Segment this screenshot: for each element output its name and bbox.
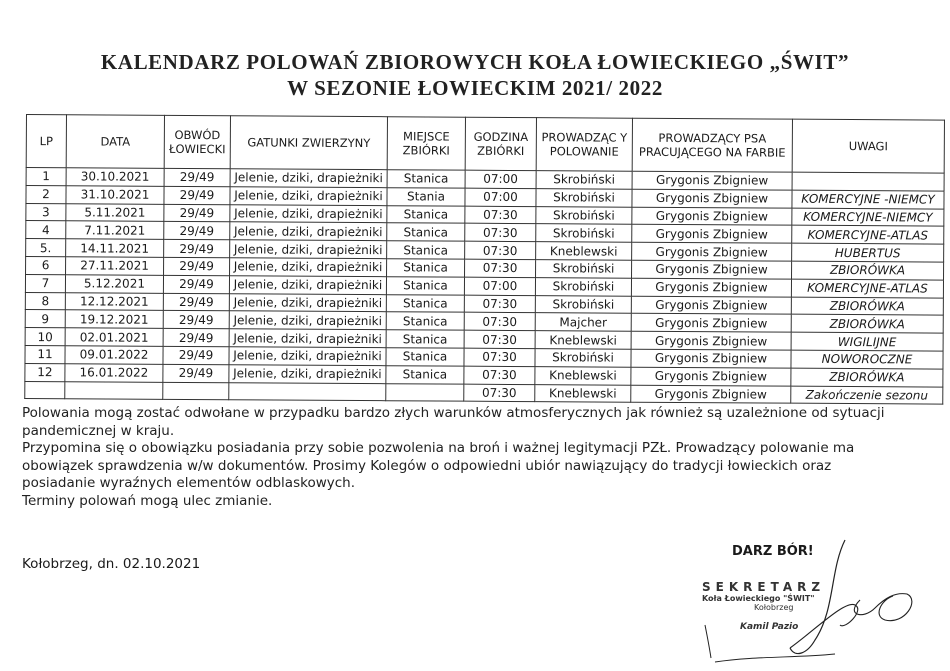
- cell-gatunki: Jelenie, dziki, drapieżniki: [229, 293, 386, 312]
- cell-uwagi: WIGILIJNE: [791, 332, 943, 351]
- cell-lp: 7: [25, 274, 65, 292]
- cell-lp: 11: [25, 345, 65, 363]
- cell-data: 30.10.2021: [66, 168, 164, 186]
- column-header-prowadzacy: PROWADZĄC Y POLOWANIE: [536, 118, 632, 172]
- cell-psa: Grygonis Zbigniew: [631, 385, 791, 404]
- place-date: Kołobrzeg, dn. 02.10.2021: [22, 556, 201, 572]
- cell-miejsce: Stanica: [387, 170, 465, 188]
- cell-data: 5.11.2021: [66, 203, 164, 221]
- cell-gatunki: Jelenie, dziki, drapieżniki: [230, 222, 387, 241]
- cell-gatunki: Jelenie, dziki, drapieżniki: [229, 347, 386, 366]
- column-header-godzina: GODZINA ZBIÓRKI: [465, 117, 536, 170]
- cell-prowadzacy: Skrobiński: [536, 206, 632, 224]
- darz-bor-greeting: DARZ BÓR!: [732, 544, 814, 559]
- cell-data: 12.12.2021: [65, 292, 163, 310]
- cell-miejsce: Stanica: [387, 205, 465, 223]
- note-paragraph: Terminy polowań mogą ulec zmianie.: [22, 492, 273, 509]
- cell-lp: 3: [26, 203, 66, 221]
- cell-obwod: 29/49: [163, 364, 229, 382]
- cell-gatunki: Jelenie, dziki, drapieżniki: [229, 311, 386, 330]
- cell-obwod: 29/49: [164, 240, 230, 258]
- cell-godzina: 07:30: [464, 330, 535, 348]
- cell-godzina: 07:00: [465, 170, 536, 188]
- cell-godzina: 07:30: [465, 206, 536, 224]
- cell-miejsce: Stanica: [387, 241, 465, 259]
- cell-prowadzacy: Skrobiński: [535, 277, 631, 295]
- cell-gatunki: Jelenie, dziki, drapieżniki: [230, 204, 387, 223]
- column-header-psa: PROWADZĄCY PSA PRACUJĄCEGO NA FARBIE: [632, 118, 792, 172]
- cell-prowadzacy: Skrobiński: [535, 349, 631, 367]
- cell-miejsce: Stanica: [386, 365, 464, 383]
- cell-uwagi: ZBIORÓWKA: [791, 368, 943, 387]
- cell-lp: 9: [25, 310, 65, 328]
- cell-lp: 10: [25, 328, 65, 346]
- cell-gatunki: Jelenie, dziki, drapieżniki: [229, 365, 386, 384]
- cell-godzina: 07:30: [465, 259, 536, 277]
- cell-godzina: 07:30: [464, 348, 535, 366]
- stamp-organization: Koła Łowieckiego "ŚWIT": [702, 594, 815, 603]
- cell-lp: 6: [26, 256, 66, 274]
- cell-lp: 12: [25, 363, 65, 381]
- cell-psa: Grygonis Zbigniew: [631, 278, 791, 297]
- cell-gatunki: Jelenie, dziki, drapieżniki: [229, 329, 386, 348]
- notes-section: [22, 405, 902, 511]
- cell-lp: 8: [25, 292, 65, 310]
- cell-gatunki: Jelenie, dziki, drapieżniki: [230, 258, 387, 277]
- cell-prowadzacy: Skrobiński: [535, 295, 631, 313]
- cell-uwagi: KOMERCYJNE-ATLAS: [791, 279, 943, 298]
- cell-obwod: 29/49: [164, 186, 230, 204]
- document-title: KALENDARZ POLOWAŃ ZBIOROWYCH KOŁA ŁOWIECKIEGO „ŚWIT”: [100, 50, 850, 74]
- cell-uwagi: [792, 172, 944, 191]
- cell-obwod: 29/49: [163, 329, 229, 347]
- cell-psa: Grygonis Zbigniew: [631, 349, 791, 368]
- cell-gatunki: Jelenie, dziki, drapieżniki: [230, 240, 387, 259]
- cell-data: 5.12.2021: [65, 275, 163, 293]
- cell-prowadzacy: Skrobiński: [536, 188, 632, 206]
- cell-psa: Grygonis Zbigniew: [632, 260, 792, 279]
- cell-godzina: 07:30: [465, 241, 536, 259]
- cell-psa: Grygonis Zbigniew: [632, 171, 792, 190]
- cell-godzina: 07:30: [464, 313, 535, 331]
- cell-godzina: 07:00: [465, 188, 536, 206]
- cell-lp: 1: [26, 168, 66, 186]
- cell-uwagi: ZBIORÓWKA: [791, 297, 943, 316]
- cell-psa: Grygonis Zbigniew: [632, 225, 792, 244]
- cell-uwagi: ZBIORÓWKA: [791, 315, 943, 334]
- cell-prowadzacy: Skrobiński: [536, 260, 632, 278]
- column-header-miejsce: MIEJSCE ZBIÓRKI: [387, 117, 465, 170]
- document-subtitle: W SEZONIE ŁOWIECKIM 2021/ 2022: [287, 76, 663, 100]
- cell-gatunki: Jelenie, dziki, drapieżniki: [230, 169, 387, 188]
- cell-psa: Grygonis Zbigniew: [632, 207, 792, 226]
- cell-miejsce: Stanica: [386, 312, 464, 330]
- cell-miejsce: Stanica: [387, 223, 465, 241]
- cell-psa: Grygonis Zbigniew: [631, 296, 791, 315]
- cell-obwod: 29/49: [163, 311, 229, 329]
- cell-miejsce: Stania: [387, 188, 465, 206]
- cell-gatunki: Jelenie, dziki, drapieżniki: [229, 276, 386, 295]
- cell-obwod: 29/49: [163, 293, 229, 311]
- cell-data: 19.12.2021: [65, 310, 163, 328]
- column-header-obwod: OBWÓD ŁOWIECKI: [164, 115, 230, 168]
- cell-data: 14.11.2021: [66, 239, 164, 257]
- cell-miejsce: Stanica: [386, 276, 464, 294]
- cell-obwod: 29/49: [164, 257, 230, 275]
- cell-data: 27.11.2021: [66, 257, 164, 275]
- cell-data: 31.10.2021: [66, 186, 164, 204]
- cell-data: [65, 381, 163, 399]
- cell-godzina: 07:00: [464, 277, 535, 295]
- cell-obwod: 29/49: [163, 346, 229, 364]
- column-header-uwagi: UWAGI: [792, 119, 944, 173]
- cell-prowadzacy: Skrobiński: [536, 171, 632, 189]
- column-header-data: DATA: [66, 115, 164, 169]
- cell-obwod: 29/49: [164, 168, 230, 186]
- note-paragraph: Przypomina się o obowiązku posiadania przy sobie pozwolenia na broń i ważnej legitymacji PZŁ. Prowadzący polowanie ma obowiązek sprawdzenia w/w dokumentów. Prosimy Kolegów o odpowiedni ubiór nawiązujący do tradycji łowieckich oraz posiadanie wyraźnych elementów odblaskowych.: [22, 440, 855, 492]
- cell-gatunki: Jelenie, dziki, drapieżniki: [230, 187, 387, 206]
- cell-psa: Grygonis Zbigniew: [631, 314, 791, 333]
- cell-psa: Grygonis Zbigniew: [632, 189, 792, 208]
- cell-psa: Grygonis Zbigniew: [631, 367, 791, 386]
- cell-data: 09.01.2022: [65, 346, 163, 364]
- cell-godzina: 07:30: [464, 366, 535, 384]
- cell-miejsce: Stanica: [387, 259, 465, 277]
- cell-godzina: 07:30: [465, 224, 536, 242]
- cell-prowadzacy: Kneblewski: [535, 366, 631, 384]
- cell-obwod: 29/49: [164, 222, 230, 240]
- cell-gatunki: [229, 382, 386, 401]
- stamp-name: Kamil Pazio: [740, 622, 799, 632]
- cell-prowadzacy: Majcher: [535, 313, 631, 331]
- cell-uwagi: KOMERCYJNE-NIEMCY: [792, 208, 944, 227]
- handwritten-signature: [695, 530, 925, 670]
- stamp-city: Kołobrzeg: [754, 603, 794, 612]
- note-paragraph: Polowania mogą zostać odwołane w przypadku bardzo złych warunków atmosferycznych jak również są uzależnione od sytuacji pandemicznej w kraju.: [22, 405, 885, 439]
- cell-uwagi: Zakończenie sezonu: [791, 386, 943, 405]
- cell-lp: 4: [26, 221, 66, 239]
- cell-data: 7.11.2021: [66, 221, 164, 239]
- cell-prowadzacy: Kneblewski: [535, 331, 631, 349]
- cell-uwagi: KOMERCYJNE -NIEMCY: [792, 190, 944, 209]
- cell-miejsce: Stanica: [386, 294, 464, 312]
- cell-psa: Grygonis Zbigniew: [632, 242, 792, 261]
- cell-lp: 5.: [26, 239, 66, 257]
- stamp-title: SEKRETARZ: [702, 580, 826, 594]
- cell-obwod: 29/49: [164, 204, 230, 222]
- cell-miejsce: Stanica: [386, 330, 464, 348]
- hunting-schedule-table: [24, 114, 945, 405]
- cell-godzina: 07:30: [464, 384, 535, 402]
- column-header-gatunki: GATUNKI ZWIERZYNY: [230, 116, 387, 170]
- cell-prowadzacy: Skrobiński: [536, 224, 632, 242]
- column-header-lp: LP: [26, 115, 66, 168]
- cell-uwagi: HUBERTUS: [792, 243, 944, 262]
- cell-psa: Grygonis Zbigniew: [631, 331, 791, 350]
- cell-lp: [25, 381, 65, 399]
- cell-uwagi: KOMERCYJNE-ATLAS: [792, 226, 944, 245]
- cell-uwagi: ZBIORÓWKA: [792, 261, 944, 280]
- cell-obwod: 29/49: [163, 275, 229, 293]
- cell-obwod: [163, 382, 229, 400]
- cell-prowadzacy: Kneblewski: [535, 384, 631, 402]
- cell-data: 02.01.2021: [65, 328, 163, 346]
- cell-miejsce: Stanica: [386, 348, 464, 366]
- cell-miejsce: [386, 383, 464, 401]
- cell-uwagi: NOWOROCZNE: [791, 350, 943, 369]
- cell-data: 16.01.2022: [65, 364, 163, 382]
- cell-prowadzacy: Kneblewski: [536, 242, 632, 260]
- table-header-row: [26, 115, 944, 174]
- cell-godzina: 07:30: [464, 295, 535, 313]
- cell-lp: 2: [26, 185, 66, 203]
